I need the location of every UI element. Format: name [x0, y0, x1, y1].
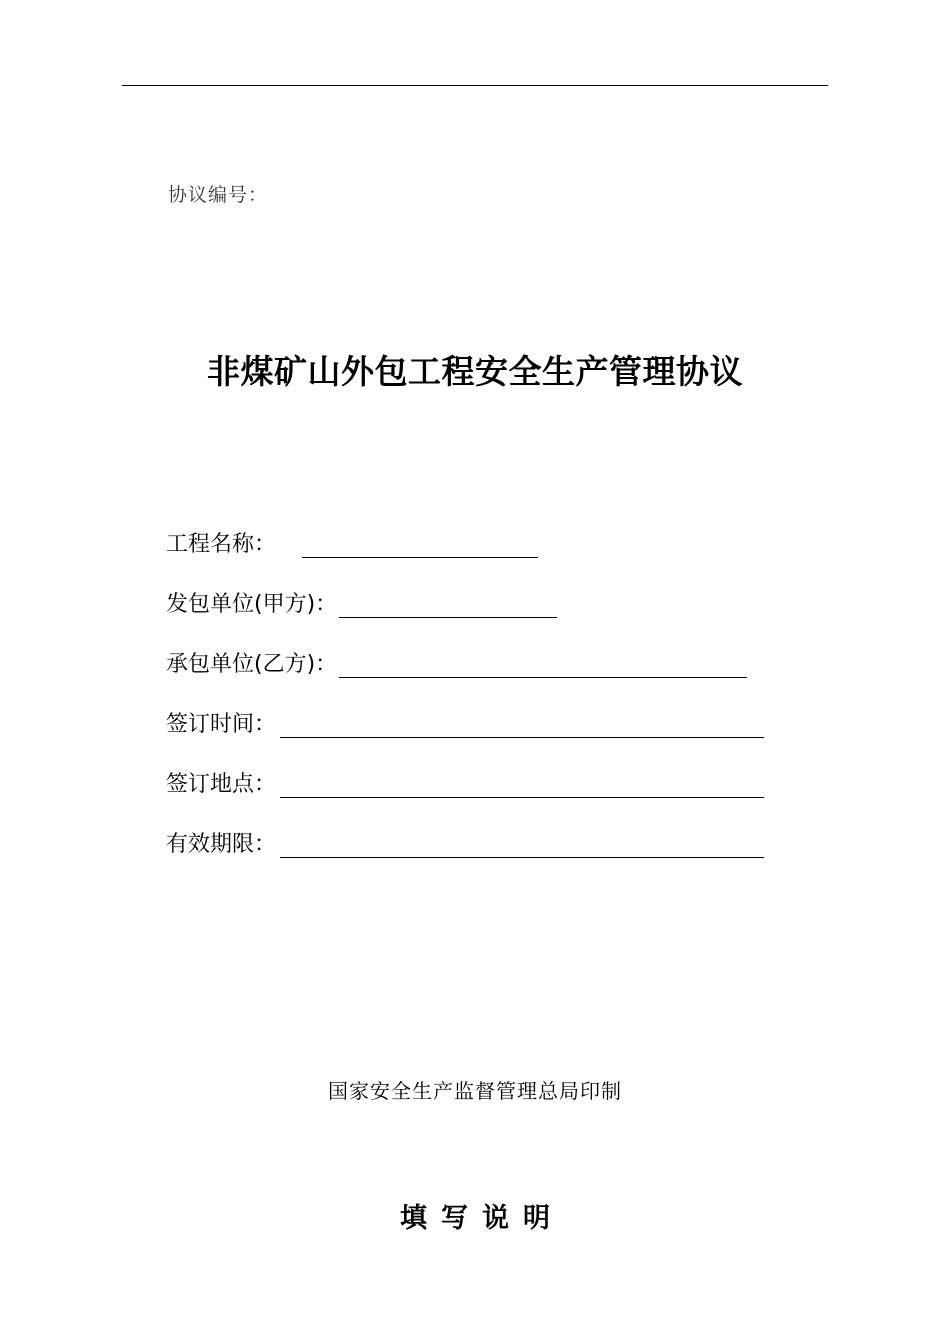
field-label: 发包单位(甲方)：	[166, 592, 338, 617]
field-party-b	[166, 646, 747, 682]
instructions-heading: 填写说明	[400, 1203, 564, 1234]
field-validity-term	[166, 826, 764, 862]
field-party-a	[166, 586, 557, 622]
project-name-blank[interactable]	[302, 557, 538, 558]
validity-term-blank[interactable]	[280, 857, 764, 858]
signing-date-blank[interactable]	[280, 737, 764, 738]
field-label: 签订地点：	[166, 772, 277, 797]
field-label: 承包单位(乙方)：	[166, 652, 338, 677]
party-b-blank[interactable]	[339, 677, 747, 678]
field-project-name	[166, 526, 538, 562]
field-signing-date	[166, 706, 764, 742]
field-label: 有效期限：	[166, 832, 277, 857]
document-title: 非煤矿山外包工程安全生产管理协议	[207, 352, 743, 391]
field-signing-place	[166, 766, 764, 802]
issuer-line: 国家安全生产监督管理总局印制	[328, 1079, 622, 1103]
field-label: 签订时间：	[166, 712, 277, 737]
party-a-blank[interactable]	[339, 617, 557, 618]
header-rule	[122, 85, 828, 86]
agreement-number-label: 协议编号：	[168, 184, 269, 206]
field-label: 工程名称：	[166, 532, 277, 557]
signing-place-blank[interactable]	[280, 797, 764, 798]
